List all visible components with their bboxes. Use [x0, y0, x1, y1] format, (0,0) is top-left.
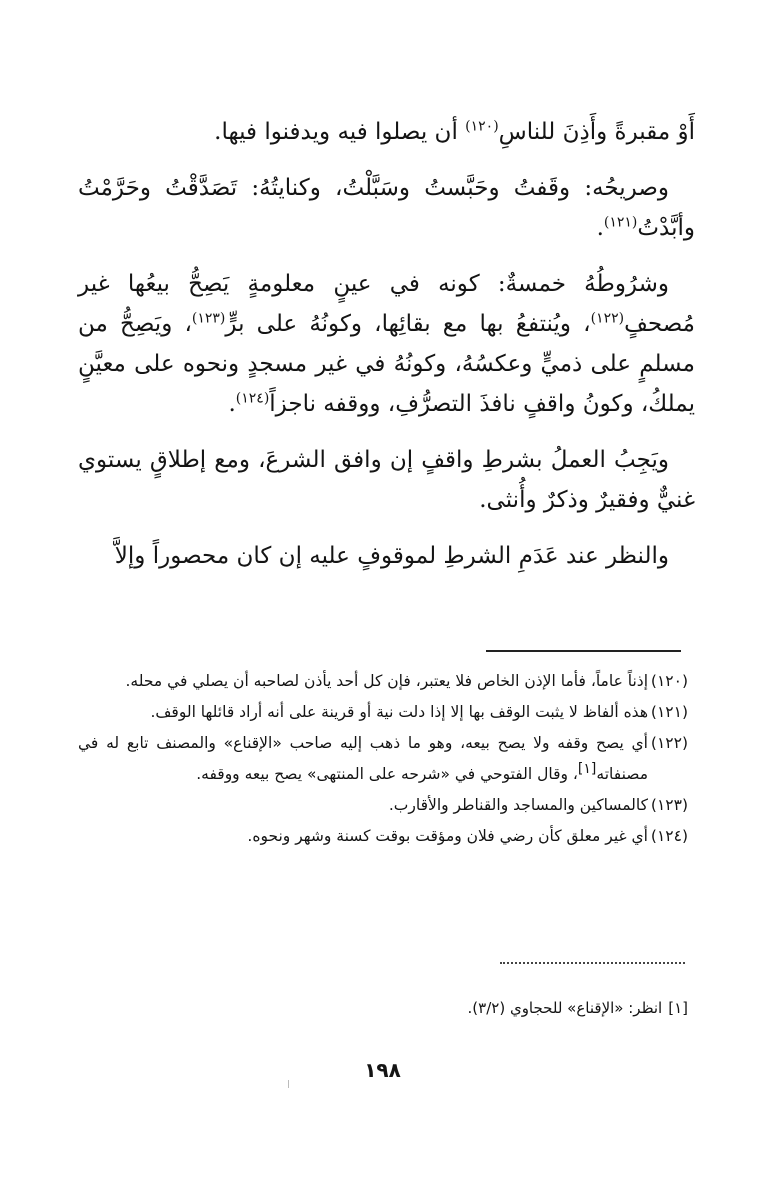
paragraph-text: ويَجِبُ العملُ بشرطِ واقفٍ إن وافق الشرعَ، ومع إطلاقٍ يستوي غنيٌّ وفقيرٌ وذكرٌ وأُنثى.: [78, 447, 695, 513]
paragraph-text: أن يصلوا فيه ويدفنوا فيها.: [214, 119, 466, 145]
page-number: ١٩٨: [364, 1058, 401, 1082]
footnote-text: إذناً عاماً، فأما الإذن الخاص فلا يعتبر، فإن كل أحد يأذن لصاحبه أن يصلي في محله.: [125, 672, 648, 690]
paragraph-5: [78, 536, 695, 576]
footnote-ref-124: (١٢٤): [235, 390, 270, 407]
footnote-separator: [486, 650, 681, 652]
footnote-ref-120: (١٢٠): [465, 118, 499, 135]
footnote-text: أي غير معلق كأن رضي فلان ومؤقت بوقت كسنة وشهر ونحوه.: [247, 827, 648, 845]
footnote-124: [78, 821, 688, 852]
paragraph-4: [78, 440, 695, 520]
footnote-121: [78, 697, 688, 728]
footnote-text-part: أي يصح وقفه ولا يصح بيعه، وهو ما ذهب إليه صاحب «الإقناع» والمصنف تابع له في مصنفاته: [78, 734, 648, 783]
paragraph-text: ، ويَصِحُّ من مسلمٍ على ذميٍّ وعكسُهُ، وكونُهُ في غير مسجدٍ ونحوه على معيَّنٍ يملكُ، وكونُ واقفٍ نافذَ التصرُّفِ، ووقفه ناجزاً: [78, 311, 695, 417]
footnote-123: [78, 790, 688, 821]
footnote-text: [78, 728, 648, 790]
paragraph-3: [78, 264, 695, 424]
editor-note-ref: [١]: [577, 760, 597, 777]
scan-mark: [288, 1080, 289, 1088]
footnote-120: [78, 666, 688, 697]
footnote-ref-123: (١٢٣): [191, 310, 226, 327]
footnote-number: (١٢١): [650, 703, 688, 721]
paragraph-text: .: [228, 391, 236, 417]
editor-note-number: [١]: [668, 999, 688, 1017]
paragraph-2: [78, 168, 695, 248]
footnote-ref-122: (١٢٢): [590, 310, 625, 327]
paragraph-text: والنظر عند عَدَمِ الشرطِ لموقوفٍ عليه إن كان محصوراً وإلاَّ: [114, 543, 669, 569]
footnote-text: هذه ألفاظ لا يثبت الوقف بها إلا إذا دلت نية أو قرينة على أنه أراد قائلها الوقف.: [150, 703, 648, 721]
footnote-text-part: ، وقال الفتوحي في «شرحه على المنتهى» يصح بيعه ووقفه.: [196, 765, 578, 783]
editor-note-text: انظر: «الإقناع» للحجاوي (٣/٢).: [467, 999, 663, 1017]
footnote-ref-121: (١٢١): [603, 214, 638, 231]
footnote-number: (١٢٢): [650, 734, 688, 752]
paragraph-1: [78, 112, 695, 152]
editor-note-separator: [500, 962, 685, 964]
paragraph-text: .: [596, 215, 604, 241]
paragraph-text: وشرُوطُهُ خمسةٌ: كونه في عينٍ معلومةٍ يَصِحُّ بيعُها غير مُصحفٍ: [78, 271, 695, 337]
footnotes: [78, 666, 688, 852]
footnote-number: (١٢٠): [650, 672, 688, 690]
paragraph-text: وصريحُه: وقَفتُ وحَبَّستُ وسَبَّلْتُ، وكنايتُهُ: تَصَدَّقْتُ وحَرَّمْتُ وأبَّدْتُ: [78, 175, 695, 241]
footnote-122: [78, 728, 688, 790]
paragraph-text: ، ويُنتفعُ بها مع بقائِها، وكونُهُ على برٍّ: [225, 311, 591, 337]
editor-note: [78, 994, 688, 1022]
paragraph-text: أَوْ مقبرةً وأَذِنَ للناسِ: [498, 119, 695, 145]
footnote-text: كالمساكين والمساجد والقناطر والأقارب.: [388, 796, 648, 814]
footnote-number: (١٢٤): [650, 827, 688, 845]
footnote-number: (١٢٣): [650, 796, 688, 814]
main-text: [78, 112, 695, 592]
